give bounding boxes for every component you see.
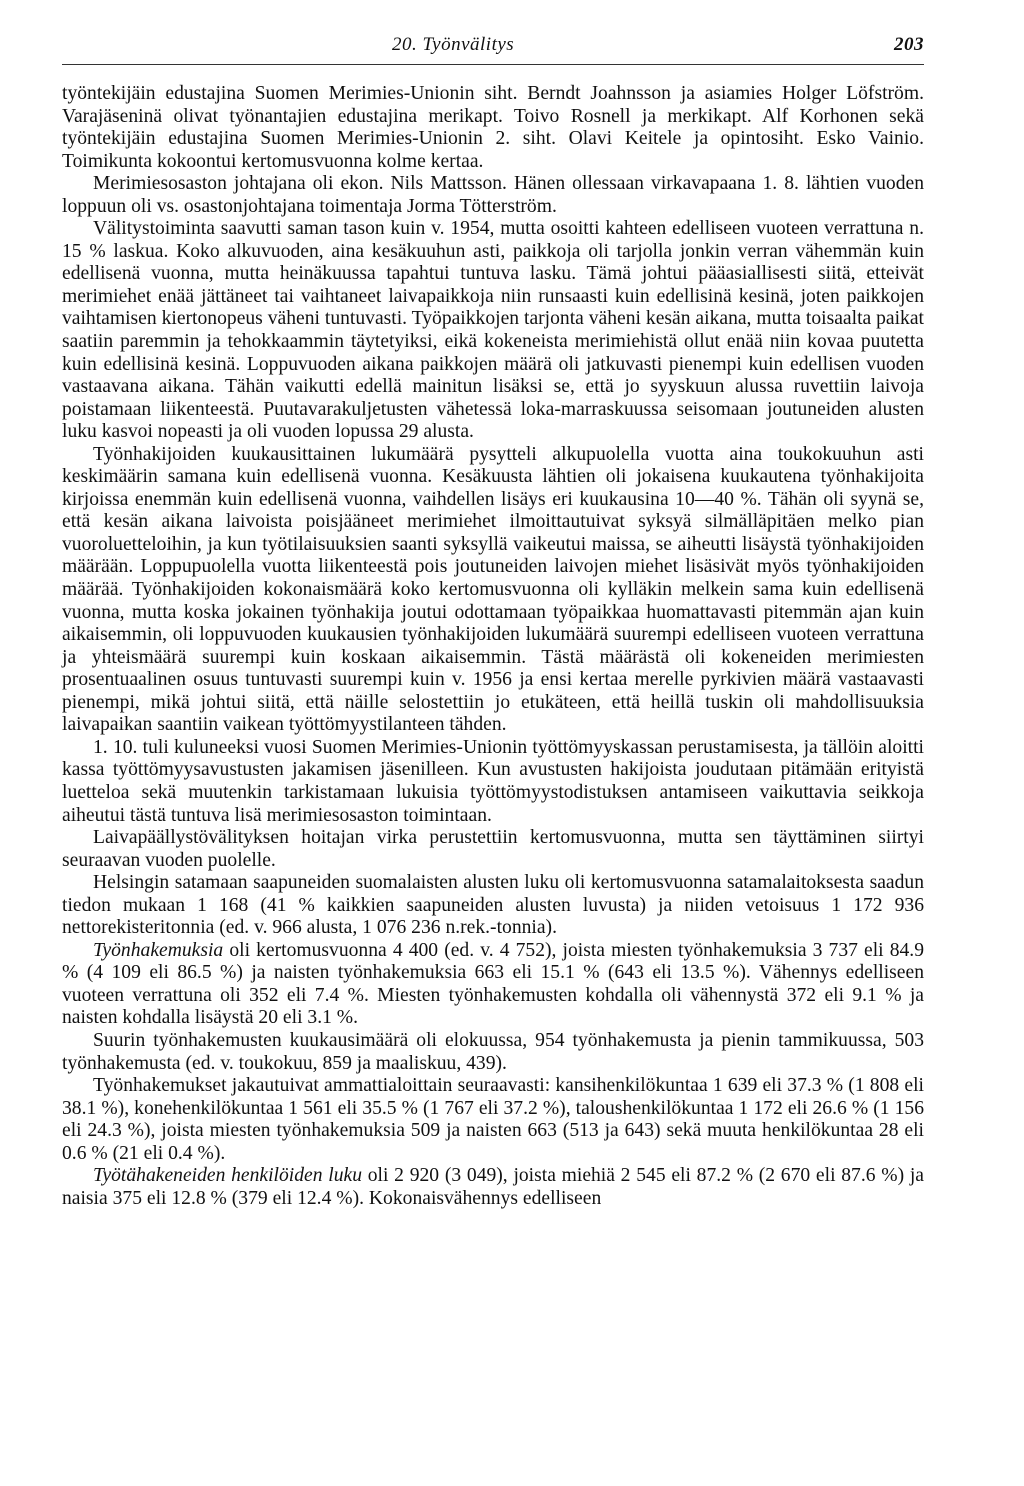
paragraph-text: Työnhakemukset jakautuivat ammattialoittain seuraavasti: kansihenkilökuntaa 1 639 eli 37.3 % (1 808 eli 38.1 %), konehenkilökuntaa 1 561 eli 35.5 % (1 767 eli 37.2 %), taloushenkilökuntaa 1 172 eli 26.6 % (1 156 eli 24.3 %), joista miesten työnhakemuksia 509 ja naisten 663 (513 ja 643) sekä muuta henkilökuntaa 28 eli 0.6 % (21 eli 0.4 %). bbox=[62, 1075, 924, 1164]
paragraph-text: Merimiesosaston johtajana oli ekon. Nils Mattsson. Hänen ollessaan virkavapaana 1. 8. lähtien vuoden loppuun oli vs. osastonjohtajana toimentaja Jorma Tötterström. bbox=[62, 173, 924, 217]
italic-run-in-heading: Työtähakeneiden henkilöiden luku bbox=[93, 1165, 363, 1187]
paragraph-text: Välitystoiminta saavutti saman tason kuin v. 1954, mutta osoitti kahteen edelliseen vuoteen verrattuna n. 15 % laskua. Koko alkuvuoden, aina kesäkuuhun asti, paikkoja oli tarjolla jonkin verran vähemmän kuin edellisenä vuonna, mutta heinäkuussa tapahtui tuntuva lasku. Tämä johtui pääasiallisesti siitä, etteivät merimiehet enää jättäneet tai vaihtaneet laivapaikkoja niin runsaasti kuin edellisinä kesinä, joten paikkojen vaihtamisen kiertonopeus väheni tuntuvasti. Työpaikkojen tarjonta väheni kesän aikana, mutta toisaalta paikat saatiin paremmin ja tehokkaammin täytetyiksi, eikä kokeneista merimiehistä ollut enää niin kovaa puutetta kuin edellisinä kesinä. Loppuvuoden aikana paikkojen määrä oli jatkuvasti pienempi kuin edellisen vuoden vastaavana aikana. Tähän vaikutti edellä mainitun lisäksi se, että jo syyskuun alussa ruvettiin laivoja poistamaan liikenteestä. Puutavarakuljetusten vähetessä loka-marraskuussa seisomaan joutuneiden alusten luku kasvoi nopeasti ja oli vuoden lopussa 29 alusta. bbox=[62, 218, 924, 443]
paragraph-text: 1. 10. tuli kuluneeksi vuosi Suomen Merimies-Unionin työttömyyskassan perustamisesta, ja tällöin aloitti kassa työttömyysavustusten jakamisen jäsenilleen. Kun avustusten hakijoista joudutaan pitämään erityistä luetteloa sekä muutenkin tarkistamaan lukuisia työttömyystodistuksen antamiseen vaikuttavia seikkoja aiheutui tästä tuntuva lisä merimiesosaston toimintaan. bbox=[62, 736, 924, 826]
paragraph bbox=[62, 218, 924, 443]
paragraph bbox=[62, 827, 924, 872]
paragraph-text: Helsingin satamaan saapuneiden suomalaisten alusten luku oli kertomusvuonna satamalaitoksesta saadun tiedon mukaan 1 168 (41 % kaikkien saapuneiden alusten luvusta) ja niiden vetoisuus 1 172 936 nettorekisteritonnia (ed. v. 966 alusta, 1 076 236 n.rek.-tonnia). bbox=[62, 872, 924, 939]
running-header bbox=[62, 30, 924, 60]
paragraph-text: oli kertomusvuonna 4 400 (ed. v. 4 752), joista miesten työnhakemuksia 3 737 eli 84.9 % (4 109 eli 86.5 %) ja naisten työnhakemuksia 663 eli 15.1 % (643 eli 13.5 %). Vähennys edelliseen vuoteen verrattuna oli 352 eli 7.4 %. Miesten työnhakemusten kohdalla oli vähennystä 372 eli 9.1 % ja naisten kohdalla lisäystä 20 eli 3.1 %. bbox=[62, 939, 924, 1029]
paragraph bbox=[62, 1030, 924, 1075]
paragraph bbox=[62, 83, 924, 173]
page-number: 203 bbox=[894, 34, 924, 55]
italic-run-in-heading: Työnhakemuksia bbox=[93, 939, 224, 961]
paragraph bbox=[62, 1075, 924, 1165]
paragraph-text: Suurin työnhakemusten kuukausimäärä oli elokuussa, 954 työnhakemusta ja pienin tammikuussa, 503 työnhakemusta (ed. v. toukokuu, 859 ja maaliskuu, 439). bbox=[62, 1029, 924, 1074]
paragraph-text: Työnhakijoiden kuukausittainen lukumäärä pysytteli alkupuolella vuotta aina toukokuuhun asti keskimäärin samana kuin edellisenä vuonna. Kesäkuusta lähtien oli jokaisena kuukautena työnhakijoita kirjoissa enemmän kuin edellisenä vuonna, vaihdellen lisäys eri kuukausina 10—40 %. Tähän oli syynä se, että kesän aikana laivoista poisjääneet merimiehet ilmoittautuivat syksyä silmälläpitäen melko pian vuoroluetteloihin, ja kun työtilaisuuksien saanti syksyllä vaikeutui maissa, se aiheutti lisäystä työnhakijoiden määrään. Loppupuolella vuotta liikenteestä pois joutuneiden laivojen miehet lisäsivät myös työnhakijoiden määrää. Työnhakijoiden kokonaismäärä koko kertomusvuonna oli kylläkin melkein sama kuin edellisenä vuonna, mutta koska jokainen työnhakija joutui odottamaan työpaikkaa huomattavasti pitemmän ajan kuin aikaisemmin, oli loppuvuoden kuukausien työnhakijoiden lukumäärä suurempi edelliseen vuoteen verrattuna ja yhteismäärä suurempi kuin koskaan aikaisemmin. Tästä määrästä oli kokeneiden merimiesten prosentuaalinen osuus tuntuvasti suurempi kuin v. 1956 ja ensi kertaa merelle pyrkivien määrä vastaavasti pienempi, mikä johtui siitä, että näille selostettiin jo etukäteen, että heillä tuskin oli mahdollisuuksia laivapaikan saantiin vaikean työttömyystilanteen tähden. bbox=[62, 443, 924, 736]
paragraph bbox=[62, 872, 924, 940]
header-rule bbox=[62, 64, 924, 65]
document-page bbox=[62, 30, 924, 1210]
paragraph bbox=[62, 737, 924, 827]
paragraph bbox=[62, 1165, 924, 1210]
paragraph bbox=[62, 444, 924, 737]
paragraph-text: oli 2 920 (3 049), joista miehiä 2 545 eli 87.2 % (2 670 eli 87.6 %) ja naisia 375 eli 12.8 % (379 eli 12.4 %). Kokonaisvähennys edelliseen bbox=[62, 1165, 925, 1209]
chapter-title: 20. Työnvälitys bbox=[392, 34, 515, 55]
paragraph bbox=[62, 173, 924, 218]
paragraph-text: Laivapäällystövälityksen hoitajan virka perustettiin kertomusvuonna, mutta sen täyttäminen siirtyi seuraavan vuoden puolelle. bbox=[62, 827, 924, 871]
paragraph bbox=[62, 940, 924, 1030]
paragraph-text: työntekijäin edustajina Suomen Merimies-Unionin siht. Berndt Joahnsson ja asiamies Holger Löfström. Varajäseninä olivat työnantajien edustajina merikapt. Toivo Rosnell ja merkikapt. Alf Korhonen sekä työntekijäin edustajina Suomen Merimies-Unionin 2. siht. Olavi Keitele ja opintosiht. Esko Vainio. Toimikunta kokoontui kertomusvuonna kolme kertaa. bbox=[62, 83, 924, 172]
body-text bbox=[62, 83, 924, 1210]
